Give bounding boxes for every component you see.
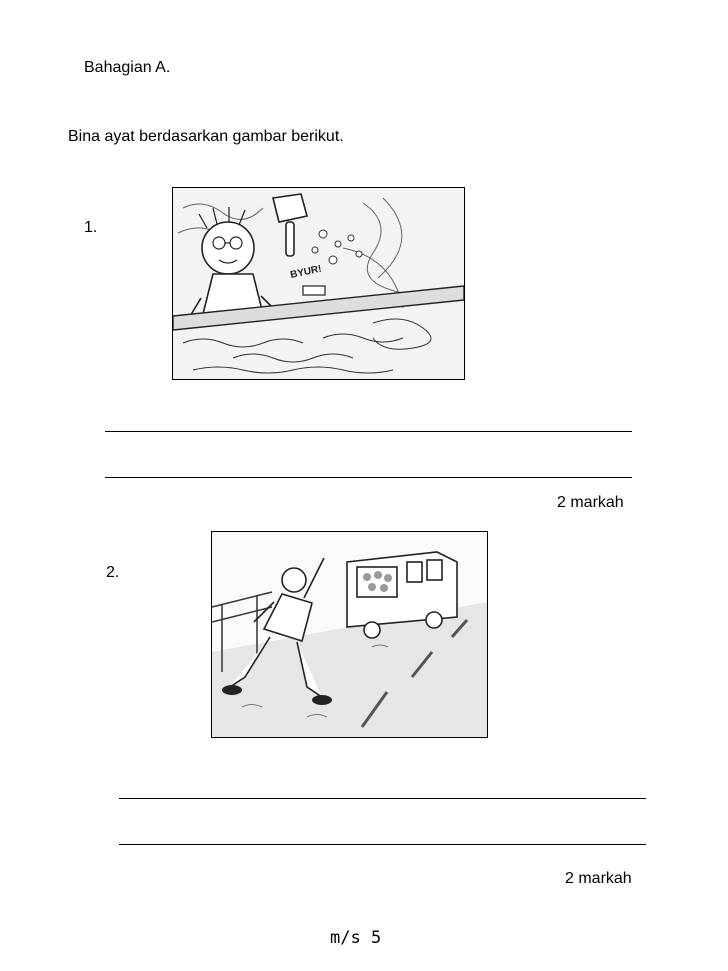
answer-line-1b[interactable]	[105, 477, 632, 478]
question-2-image	[211, 531, 488, 738]
splash-sound-label: BYUR!	[289, 263, 323, 281]
instruction-text: Bina ayat berdasarkan gambar berikut.	[68, 128, 344, 145]
answer-line-2a[interactable]	[119, 798, 646, 799]
page-number: m/s 5	[330, 928, 382, 948]
question-1-image	[172, 187, 465, 380]
question-2-number: 2.	[106, 564, 120, 581]
question-1-number: 1.	[84, 219, 98, 236]
section-title: Bahagian A.	[84, 59, 171, 76]
answer-line-2b[interactable]	[119, 844, 646, 845]
question-2-marks: 2 markah	[565, 870, 632, 887]
question-1-marks: 2 markah	[557, 494, 624, 511]
answer-line-1a[interactable]	[105, 431, 632, 432]
